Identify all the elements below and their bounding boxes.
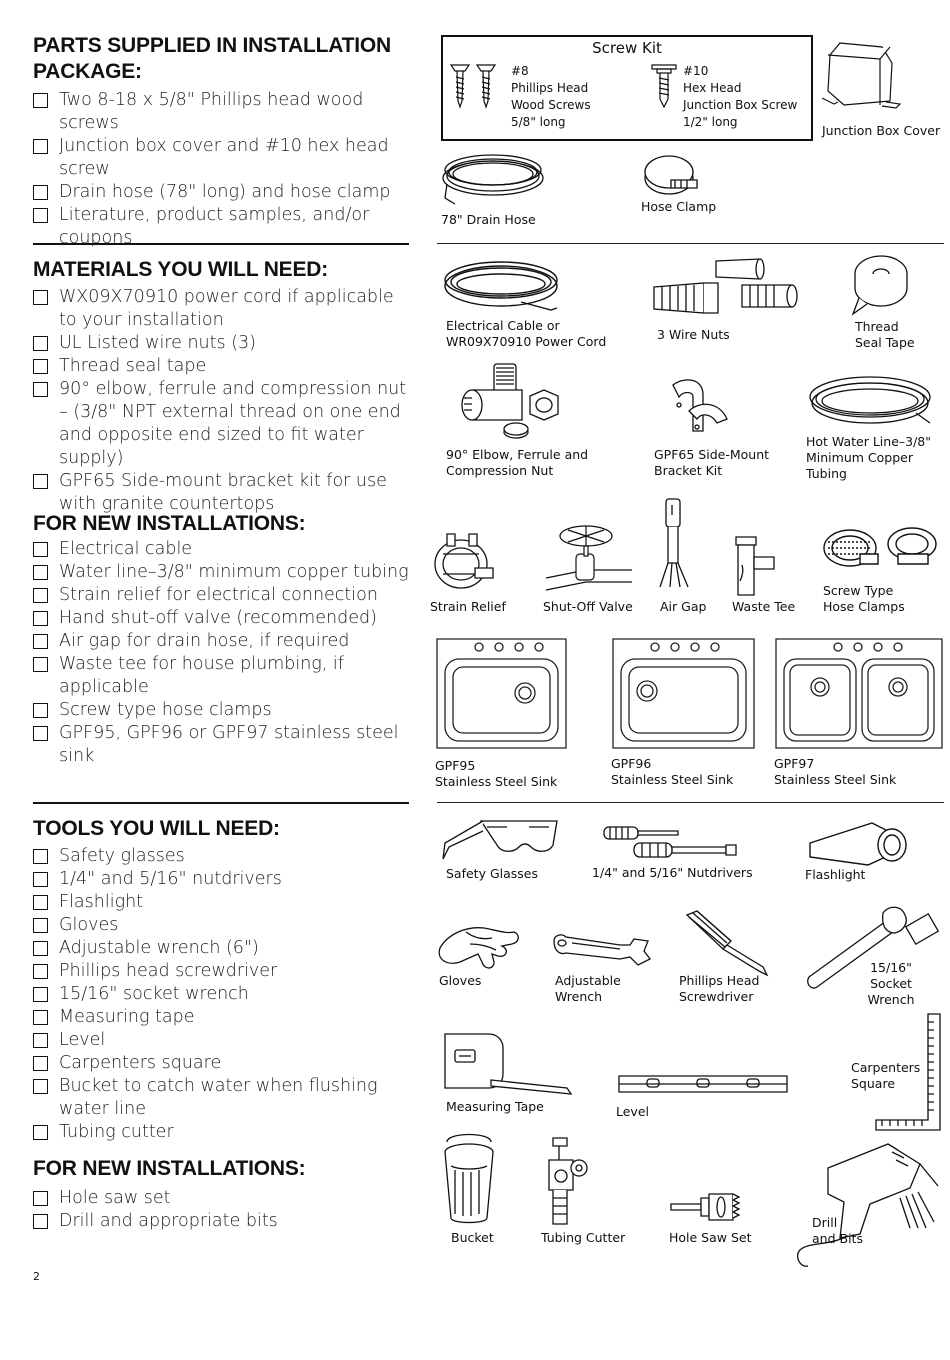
strain-relief-caption: Strain Relief — [430, 599, 506, 614]
bucket-icon — [441, 1130, 497, 1228]
level-caption: Level — [616, 1104, 649, 1119]
divider — [437, 802, 944, 803]
hex-screw-caption: #10 Hex Head Junction Box Screw 1/2" long — [683, 64, 798, 129]
wire-nuts-caption: 3 Wire Nuts — [657, 327, 730, 342]
list-item[interactable]: GPF95, GPF96 or GPF97 stainless steel sink — [33, 722, 413, 768]
sink-gpf96-icon — [611, 637, 756, 750]
gloves-icon — [436, 924, 524, 974]
drill-caption: Drill and Bits — [812, 1215, 863, 1246]
parts-list — [33, 89, 413, 250]
list-item[interactable]: Carpenters square — [33, 1052, 413, 1075]
parts-title: PARTS SUPPLIED IN INSTALLATION PACKAGE: — [33, 34, 392, 83]
list-item[interactable]: UL Listed wire nuts (3) — [33, 332, 413, 355]
tools-title: TOOLS YOU WILL NEED: — [33, 817, 280, 840]
list-item[interactable]: Screw type hose clamps — [33, 699, 413, 722]
measuring-tape-caption: Measuring Tape — [446, 1099, 544, 1114]
list-item[interactable]: Safety glasses — [33, 845, 413, 868]
list-item[interactable]: 90° elbow, ferrule and compression nut – (3/8" NPT external thread on one end and opposite end sized to fit water supply) — [33, 378, 413, 470]
wire-nuts-icon — [652, 255, 802, 317]
list-item[interactable]: Strain relief for electrical connection — [33, 584, 413, 607]
screw-type-clamps-icon — [820, 524, 944, 576]
waste-tee-caption: Waste Tee — [732, 599, 796, 614]
sink-gpf95-icon — [435, 637, 568, 750]
strain-relief-icon — [429, 528, 499, 596]
copper-tubing-caption: Hot Water Line–3/8" Minimum Copper Tubing — [806, 434, 932, 481]
list-item[interactable]: Hand shut-off valve (recommended) — [33, 607, 413, 630]
list-item[interactable]: Bucket to catch water when flushing water line — [33, 1075, 413, 1121]
nutdrivers-icon — [600, 823, 740, 863]
hole-saw-caption: Hole Saw Set — [669, 1230, 752, 1245]
parts-section — [33, 33, 413, 250]
safety-glasses-caption: Safety Glasses — [446, 866, 539, 881]
thread-seal-tape-caption: Thread Seal Tape — [855, 319, 915, 350]
drill-icon — [788, 1140, 944, 1272]
list-item[interactable]: Junction box cover and #10 hex head screw — [33, 135, 413, 181]
list-item[interactable]: Level — [33, 1029, 413, 1052]
elbow-fitting-icon — [458, 360, 568, 442]
air-gap-icon — [656, 497, 696, 597]
gloves-caption: Gloves — [439, 973, 482, 988]
list-item[interactable]: Drill and appropriate bits — [33, 1210, 413, 1233]
bucket-caption: Bucket — [451, 1230, 494, 1245]
list-item[interactable]: Adjustable wrench (6") — [33, 937, 413, 960]
sink-gpf97-caption: GPF97 Stainless Steel Sink — [774, 756, 897, 787]
hose-clamp-caption: Hose Clamp — [641, 199, 717, 214]
level-icon — [617, 1074, 789, 1094]
tubing-cutter-icon — [541, 1136, 597, 1228]
screw-kit-title: Screw Kit — [592, 39, 662, 57]
list-item[interactable]: 1/4" and 5/16" nutdrivers — [33, 868, 413, 891]
new-installations-list — [33, 538, 413, 768]
new-installations-tools-list — [33, 1187, 413, 1233]
copper-tubing-icon — [806, 373, 936, 429]
hose-clamp-icon — [641, 150, 701, 200]
screw-type-clamps-caption: Screw Type Hose Clamps — [823, 583, 905, 614]
list-item[interactable]: Tubing cutter — [33, 1121, 413, 1144]
list-item[interactable]: Measuring tape — [33, 1006, 413, 1029]
adjustable-wrench-caption: Adjustable Wrench — [555, 973, 621, 1004]
nutdrivers-caption: 1/4" and 5/16" Nutdrivers — [592, 865, 753, 880]
safety-glasses-icon — [441, 815, 561, 861]
adjustable-wrench-icon — [550, 933, 654, 973]
screwdriver-caption: Phillips Head Screwdriver — [679, 973, 760, 1004]
list-item[interactable]: Phillips head screwdriver — [33, 960, 413, 983]
flashlight-icon — [806, 817, 910, 867]
list-item[interactable]: Thread seal tape — [33, 355, 413, 378]
list-item[interactable]: Flashlight — [33, 891, 413, 914]
shutoff-valve-caption: Shut-Off Valve — [543, 599, 633, 614]
junction-box-icon — [818, 38, 904, 118]
hex-screw-icon — [649, 63, 679, 111]
list-item[interactable]: Water line–3/8" minimum copper tubing — [33, 561, 413, 584]
divider — [33, 243, 409, 245]
materials-list — [33, 286, 413, 516]
new-installations-tools-title: FOR NEW INSTALLATIONS: — [33, 1157, 306, 1180]
screw-kit-box — [441, 35, 813, 141]
phillips-screw-caption: #8 Phillips Head Wood Screws 5/8" long — [511, 64, 591, 129]
air-gap-caption: Air Gap — [660, 599, 707, 614]
page-number: 2 — [33, 1270, 40, 1283]
list-item[interactable]: Drain hose (78" long) and hose clamp — [33, 181, 413, 204]
list-item[interactable]: Two 8-18 x 5/8" Phillips head wood screws — [33, 89, 413, 135]
thread-seal-tape-icon — [851, 254, 913, 318]
list-item[interactable]: WX09X70910 power cord if applicable to your installation — [33, 286, 413, 332]
list-item[interactable]: Air gap for drain hose, if required — [33, 630, 413, 653]
sink-gpf96-caption: GPF96 Stainless Steel Sink — [611, 756, 734, 787]
electrical-cable-caption: Electrical Cable or WR09X70910 Power Cord — [446, 318, 607, 349]
new-installations-section — [33, 511, 413, 768]
carpenters-square-caption: Carpenters Square — [851, 1060, 921, 1091]
tools-section — [33, 816, 413, 1144]
waste-tee-icon — [728, 535, 778, 599]
measuring-tape-icon — [441, 1028, 575, 1096]
drain-hose-icon — [441, 148, 551, 210]
new-installations-tools-section — [33, 1156, 413, 1233]
divider — [437, 243, 944, 244]
elbow-caption: 90° Elbow, Ferrule and Compression Nut — [446, 447, 589, 478]
phillips-screwdriver-icon — [683, 909, 775, 977]
tubing-cutter-caption: Tubing Cutter — [541, 1230, 626, 1245]
flashlight-caption: Flashlight — [805, 867, 866, 882]
list-item[interactable]: Electrical cable — [33, 538, 413, 561]
shutoff-valve-icon — [544, 518, 634, 596]
wood-screw-icon — [449, 63, 501, 111]
list-item[interactable]: 15/16" socket wrench — [33, 983, 413, 1006]
sink-gpf97-icon — [774, 637, 944, 750]
drain-hose-caption: 78" Drain Hose — [441, 212, 536, 227]
socket-wrench-caption: 15/16" Socket Wrench — [867, 960, 915, 1007]
list-item[interactable]: Waste tee for house plumbing, if applicable — [33, 653, 413, 699]
divider — [33, 802, 409, 804]
materials-section — [33, 257, 413, 516]
tools-list — [33, 845, 413, 1144]
junction-box-caption: Junction Box Cover — [822, 123, 941, 138]
hole-saw-icon — [669, 1190, 753, 1224]
list-item[interactable]: Hole saw set — [33, 1187, 413, 1210]
list-item[interactable]: GPF65 Side-mount bracket kit for use with granite countertops — [33, 470, 413, 516]
side-mount-bracket-icon — [663, 377, 733, 445]
list-item[interactable]: Gloves — [33, 914, 413, 937]
sink-gpf95-caption: GPF95 Stainless Steel Sink — [435, 758, 558, 789]
new-installations-title: FOR NEW INSTALLATIONS: — [33, 512, 306, 535]
materials-title: MATERIALS YOU WILL NEED: — [33, 258, 329, 281]
list-item[interactable]: Literature, product samples, and/or coupons — [33, 204, 413, 250]
electrical-cable-icon — [441, 256, 571, 316]
bracket-caption: GPF65 Side-Mount Bracket Kit — [654, 447, 770, 478]
